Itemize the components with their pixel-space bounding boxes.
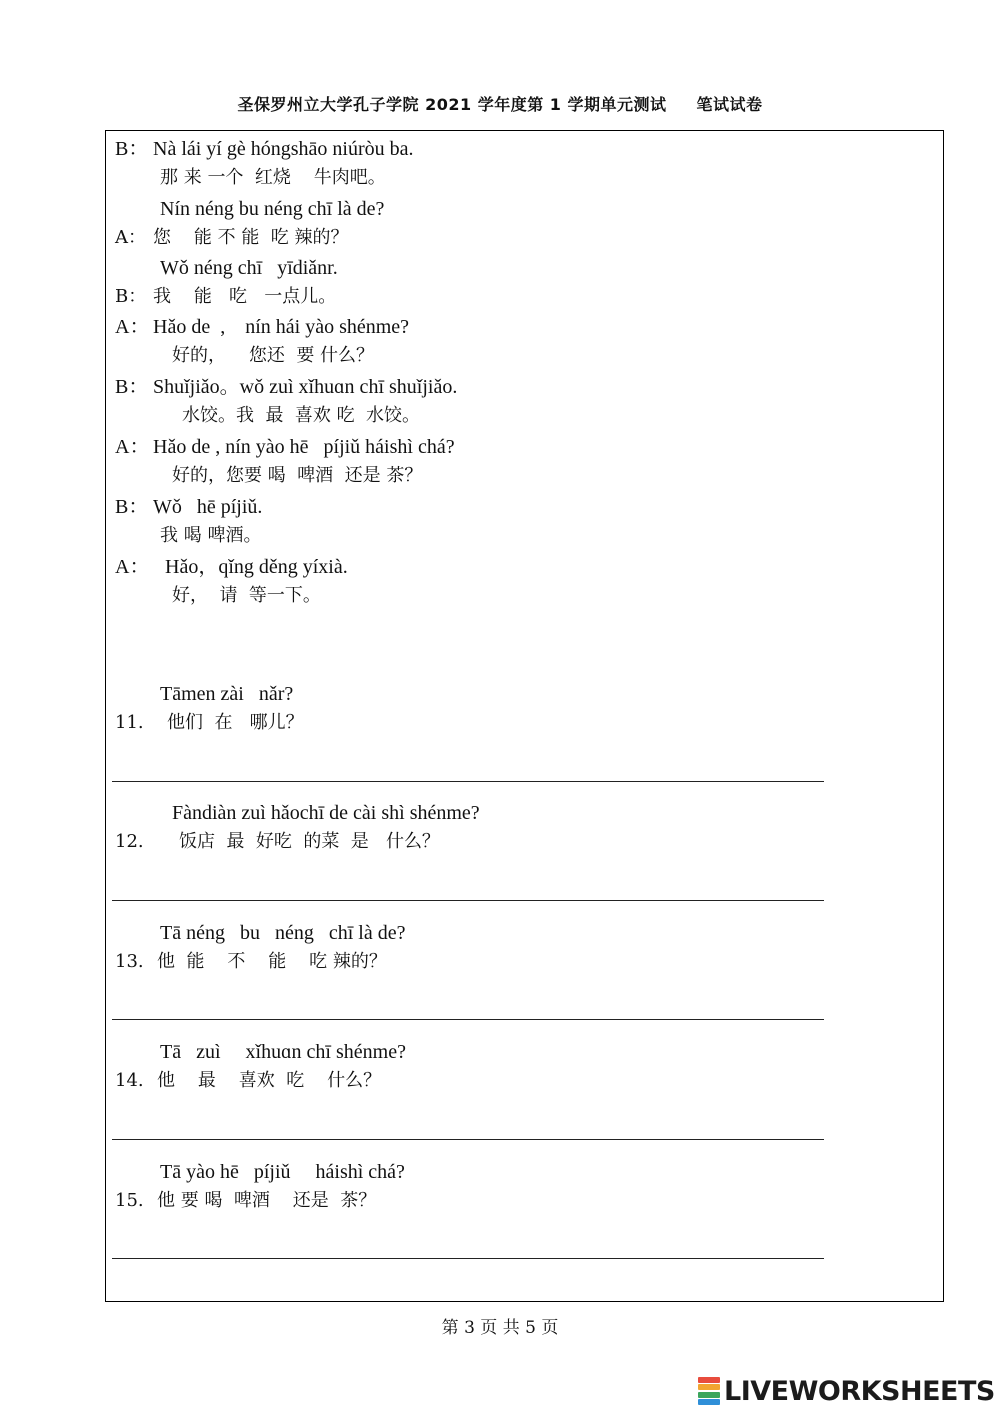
dialogue-line-2-pinyin: Nín néng bu néng chī là de? xyxy=(160,198,385,220)
dialogue-line-7-hanzi: 我 喝 啤酒。 xyxy=(160,525,262,546)
question-15-number: 15. xyxy=(115,1190,144,1211)
question-13-number: 13. xyxy=(115,951,144,972)
question-13-pinyin: Tā néng bu néng chī là de? xyxy=(160,922,406,944)
answer-line-12[interactable] xyxy=(112,900,824,901)
exam-header xyxy=(0,92,1000,115)
dialogue-line-8-hanzi: 好， 请 等一下。 xyxy=(172,585,321,606)
dialogue-line-5-hanzi: 水饺。我 最 喜欢 吃 水饺。 xyxy=(182,405,421,426)
question-12-number: 12. xyxy=(115,831,144,852)
question-14-pinyin: Tā zuì xǐhuɑn chī shénme? xyxy=(160,1041,406,1063)
question-11-number: 11. xyxy=(115,712,144,733)
page-number: 第 3 页 共 5 页 xyxy=(441,1318,559,1338)
liveworksheets-brand xyxy=(698,1376,995,1406)
dialogue-line-3-pinyin: Wǒ néng chī yīdiǎnr. xyxy=(160,257,338,279)
dialogue-line-1-hanzi: 那 来 一个 红烧 牛肉吧。 xyxy=(160,167,386,188)
question-14-number: 14. xyxy=(115,1070,144,1091)
answer-line-13[interactable] xyxy=(112,1019,824,1020)
liveworksheets-logo-icon xyxy=(698,1377,720,1405)
exam-school-title: 圣保罗州立大学孔子学院 2021 学年度第 1 学期单元测试 xyxy=(237,95,667,114)
answer-line-15[interactable] xyxy=(112,1258,824,1259)
dialogue-line-6-hanzi: 好的，您要 喝 啤酒 还是 茶？ xyxy=(172,465,423,486)
dialogue-line-4-hanzi: 好的， 您还 要 什么？ xyxy=(172,345,375,366)
exam-paper-type: 笔试试卷 xyxy=(696,95,763,114)
question-15-pinyin: Tā yào hē píjiǔ háishì chá? xyxy=(160,1161,405,1183)
question-12-pinyin: Fàndiàn zuì hǎochī de cài shì shénme? xyxy=(172,802,480,824)
brand-name: LIVEWORKSHEETS xyxy=(724,1375,995,1407)
question-11-pinyin: Tāmen zài nǎr? xyxy=(160,683,294,705)
answer-line-11[interactable] xyxy=(112,781,824,782)
answer-line-14[interactable] xyxy=(112,1139,824,1140)
